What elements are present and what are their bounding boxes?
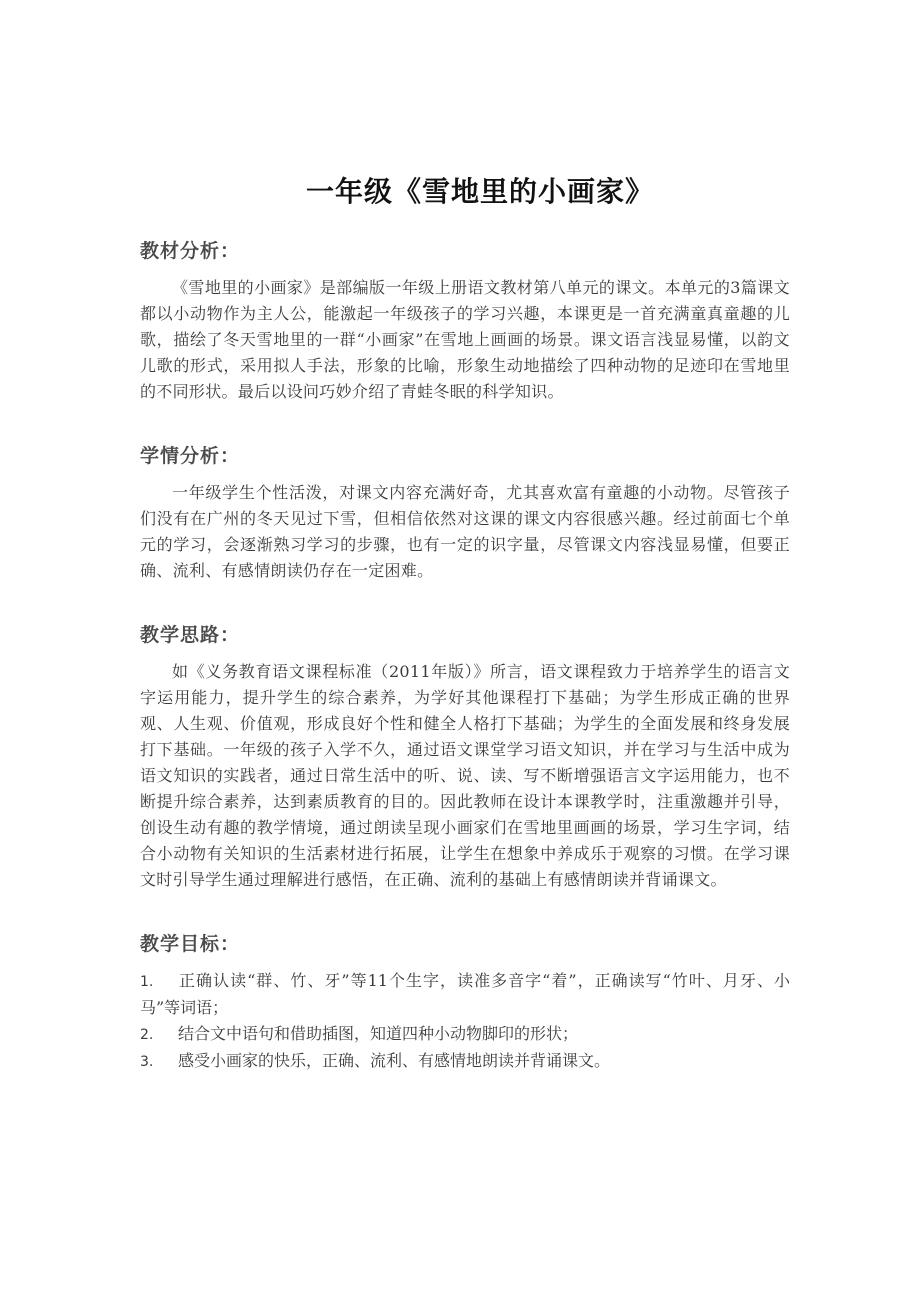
section-body: 如《义务教育语文课程标准（2011年版）》所言，语文课程致力于培养学生的语言文字运用能力，提升学生的综合素养，为学好其他课程打下基础；为学生形成正确的世界观、人生观、价值观，形成良好个性和健全人格打下基础；为学生的全面发展和终身发展打下基础。一年级的孩子入学不久，通过语文课堂学习语文知识，并在学习与生活中成为语文知识的实践者，通过日常生活中的听、说、读、写不断增强语言文字运用能力，也不断提升综合素养，达到素质教育的目的。因此教师在设计本课教学时，注重激趣并引导，创设生动有趣的教学情境，通过朗读呈现小画家们在雪地里画画的场景，学习生字词，结合小动物有关知识的生活素材进行拓展，让学生在想象中养成乐于观察的习惯。在学习课文时引导学生通过理解进行感悟，在正确、流利的基础上有感情朗读并背诵课文。: [140, 662, 790, 889]
section-heading: 教材分析：: [140, 240, 241, 262]
section-teaching-approach: [140, 620, 790, 893]
list-number: 3.: [140, 1054, 154, 1070]
section-heading: 教学思路：: [140, 624, 241, 646]
section-student-analysis: [140, 441, 790, 584]
goals-list: [140, 968, 790, 1075]
list-number: 1.: [140, 974, 154, 990]
list-item: [140, 1048, 790, 1075]
section-body: 《雪地里的小画家》是部编版一年级上册语文教材第八单元的课文。本单元的3篇课文都以小动物作为主人公，能激起一年级孩子的学习兴趣，本课更是一首充满童真童趣的儿歌，描绘了冬天雪地里的一群“小画家”在雪地上画画的场景。课文语言浅显易懂，以韵文儿歌的形式，采用拟人手法，形象的比喻，形象生动地描绘了四种动物的足迹印在雪地里的不同形状。最后以设问巧妙介绍了青蛙冬眠的科学知识。: [140, 278, 790, 401]
section-heading: 学情分析：: [140, 445, 241, 467]
section-body: 一年级学生个性活泼，对课文内容充满好奇，尤其喜欢富有童趣的小动物。尽管孩子们没有在广州的冬天见过下雪，但相信依然对这课的课文内容很感兴趣。经过前面七个单元的学习，会逐渐熟习学习的步骤，也有一定的识字量，尽管课文内容浅显易懂，但要正确、流利、有感情朗读仍存在一定困难。: [140, 483, 790, 580]
list-text: 感受小画家的快乐，正确、流利、有感情地朗读并背诵课文。: [178, 1051, 611, 1070]
list-text: 结合文中语句和借助插图，知道四种小动物脚印的形状；: [178, 1024, 579, 1043]
section-material-analysis: [140, 236, 790, 405]
document-title: 一年级《雪地里的小画家》: [305, 175, 654, 208]
list-text: 正确认读“群、竹、牙”等11个生字，读准多音字“着”，正确读写“竹叶、月牙、小马”等词语；: [140, 971, 790, 1017]
section-heading: 教学目标：: [140, 933, 241, 955]
section-teaching-goals: [140, 929, 790, 1075]
list-number: 2.: [140, 1027, 154, 1043]
list-item: [140, 1021, 790, 1048]
list-item: [140, 968, 790, 1021]
